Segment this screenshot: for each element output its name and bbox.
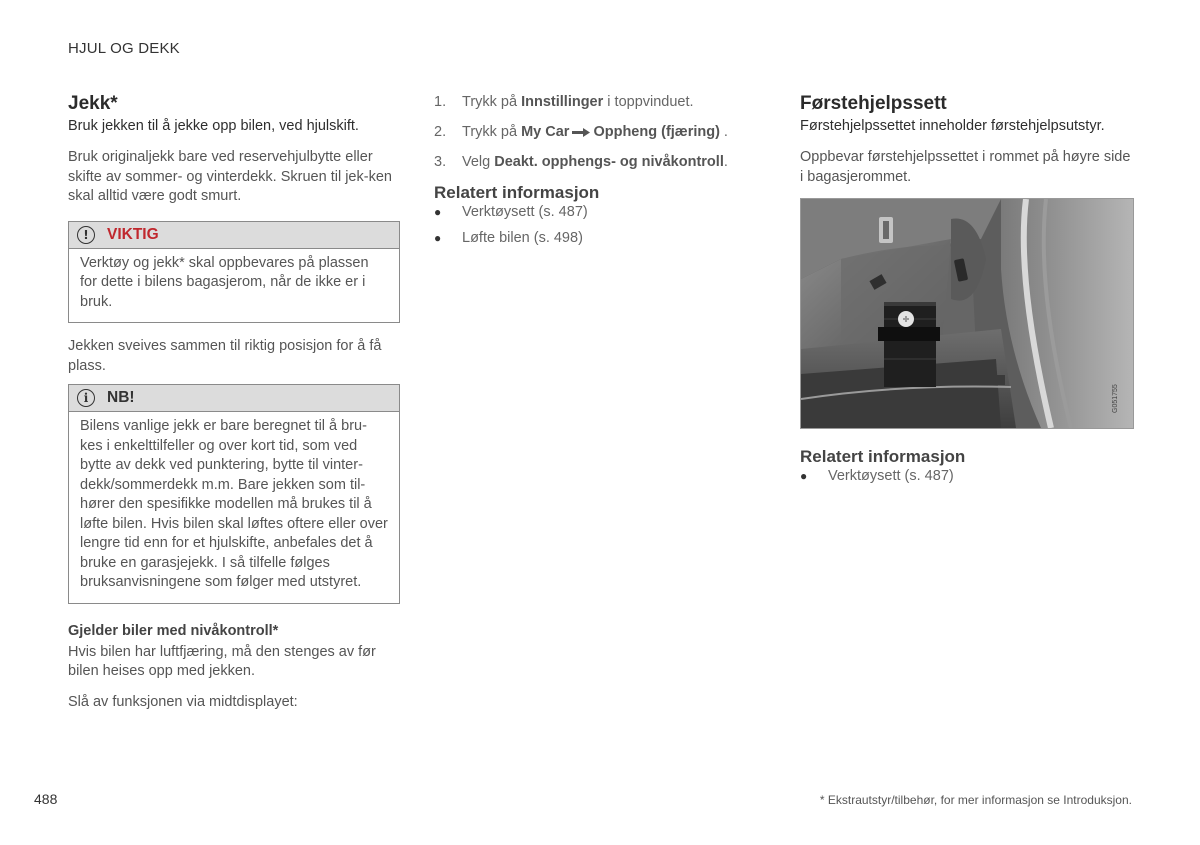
- first-aid-lead: Førstehjelpssettet inneholder førstehjelpsutstyr.: [800, 118, 1105, 134]
- related-item: [434, 203, 764, 222]
- warning-box: [68, 221, 400, 324]
- bullet-icon: ●: [434, 205, 442, 219]
- warning-body: Verktøy og jekk* skal oppbevares på plassen for dette i bilens bagasjerom, når de ikke er i bruk.: [80, 254, 369, 310]
- step-text: Trykk på My Car Oppheng (fjæring) .: [462, 124, 728, 140]
- related-info-title: Relatert informasjon: [434, 183, 600, 202]
- menu-label-innstillinger: Innstillinger: [521, 94, 604, 110]
- jekk-title: Jekk*: [68, 93, 118, 114]
- jekk-paragraph-1: Bruk originaljekk bare ved reservehjulbytte eller skifte av sommer- og vinterdekk. Skruen til jek-ken skal alltid være godt smurt.: [68, 149, 392, 204]
- note-title: NB!: [107, 389, 135, 406]
- trunk-illustration: [801, 199, 1133, 428]
- column-jekk: [68, 93, 400, 712]
- jekk-paragraph-3: Hvis bilen har luftfjæring, må den stenges av før bilen heises opp med jekken.: [68, 643, 376, 679]
- step-number: 1.: [434, 94, 447, 110]
- note-header: [69, 385, 399, 412]
- note-box: [68, 384, 400, 604]
- related-link[interactable]: Løfte bilen (s. 498): [462, 230, 583, 246]
- page-number: 488: [34, 791, 58, 807]
- related-item: [434, 229, 764, 248]
- column-steps: [434, 93, 764, 248]
- step-number: 2.: [434, 124, 447, 140]
- step-item: [434, 153, 764, 172]
- step-number: 3.: [434, 154, 447, 170]
- related-item: [800, 467, 1134, 486]
- menu-label-my-car: My Car: [521, 124, 570, 140]
- jekk-paragraph-4: Slå av funksjonen via midtdisplayet:: [68, 693, 298, 710]
- bullet-icon: ●: [434, 231, 442, 245]
- footnote: * Ekstrautstyr/tilbehør, for mer informasjon se Introduksjon.: [819, 793, 1132, 807]
- step-item: [434, 123, 764, 142]
- level-control-subheading: Gjelder biler med nivåkontroll*: [68, 622, 279, 639]
- menu-label-deakt: Deakt. opphengs- og nivåkontroll: [494, 154, 724, 170]
- warning-header: [69, 222, 399, 249]
- related-link[interactable]: Verktøysett (s. 487): [462, 204, 588, 220]
- related-info-title: Relatert informasjon: [800, 447, 966, 466]
- info-circle-icon: i: [77, 389, 95, 407]
- jekk-paragraph-2: Jekken sveives sammen til riktig posisjon for å få plass.: [68, 338, 382, 374]
- warning-title: VIKTIG: [107, 225, 159, 243]
- section-header: HJUL OG DEKK: [68, 40, 180, 57]
- note-body: Bilens vanlige jekk er bare beregnet til å bru-kes i enkelttilfeller og over kort tid, som ved bytte av dekk ved punktering, bytte til vinter-dekk/sommerdekk m.m. Bare jekken som til-hører den spesifikke modellen må brukes til å løfte bilen. Hvis bilen skal løftes oftere eller over lengre tid enn for et hjulskifte, anbefales det å bruke en garasjejekk. I så tilfelle følges bruksanvisningene som følger med utstyret.: [80, 418, 388, 590]
- step-text: Velg Deakt. opphengs- og nivåkontroll.: [462, 154, 728, 170]
- menu-label-oppheng: Oppheng (fjæring): [593, 124, 720, 140]
- first-aid-paragraph: Oppbevar førstehjelpssettet i rommet på høyre side i bagasjerommet.: [800, 149, 1131, 185]
- jekk-lead: Bruk jekken til å jekke opp bilen, ved hjulskift.: [68, 118, 359, 134]
- column-first-aid: [800, 93, 1134, 486]
- first-aid-kit-box: [878, 302, 940, 387]
- related-list: [800, 467, 1134, 486]
- exclamation-circle-icon: !: [77, 226, 95, 244]
- related-list: [434, 203, 764, 248]
- first-aid-kit-image: [800, 198, 1134, 429]
- image-code: G051755: [1112, 384, 1119, 413]
- bullet-icon: ●: [800, 469, 808, 483]
- first-aid-title: Førstehjelpssett: [800, 93, 947, 114]
- related-link[interactable]: Verktøysett (s. 487): [828, 468, 954, 484]
- arrow-right-icon: [571, 127, 591, 138]
- step-text: Trykk på Innstillinger i toppvinduet.: [462, 94, 694, 110]
- steps-list: [434, 93, 764, 172]
- step-item: [434, 93, 764, 112]
